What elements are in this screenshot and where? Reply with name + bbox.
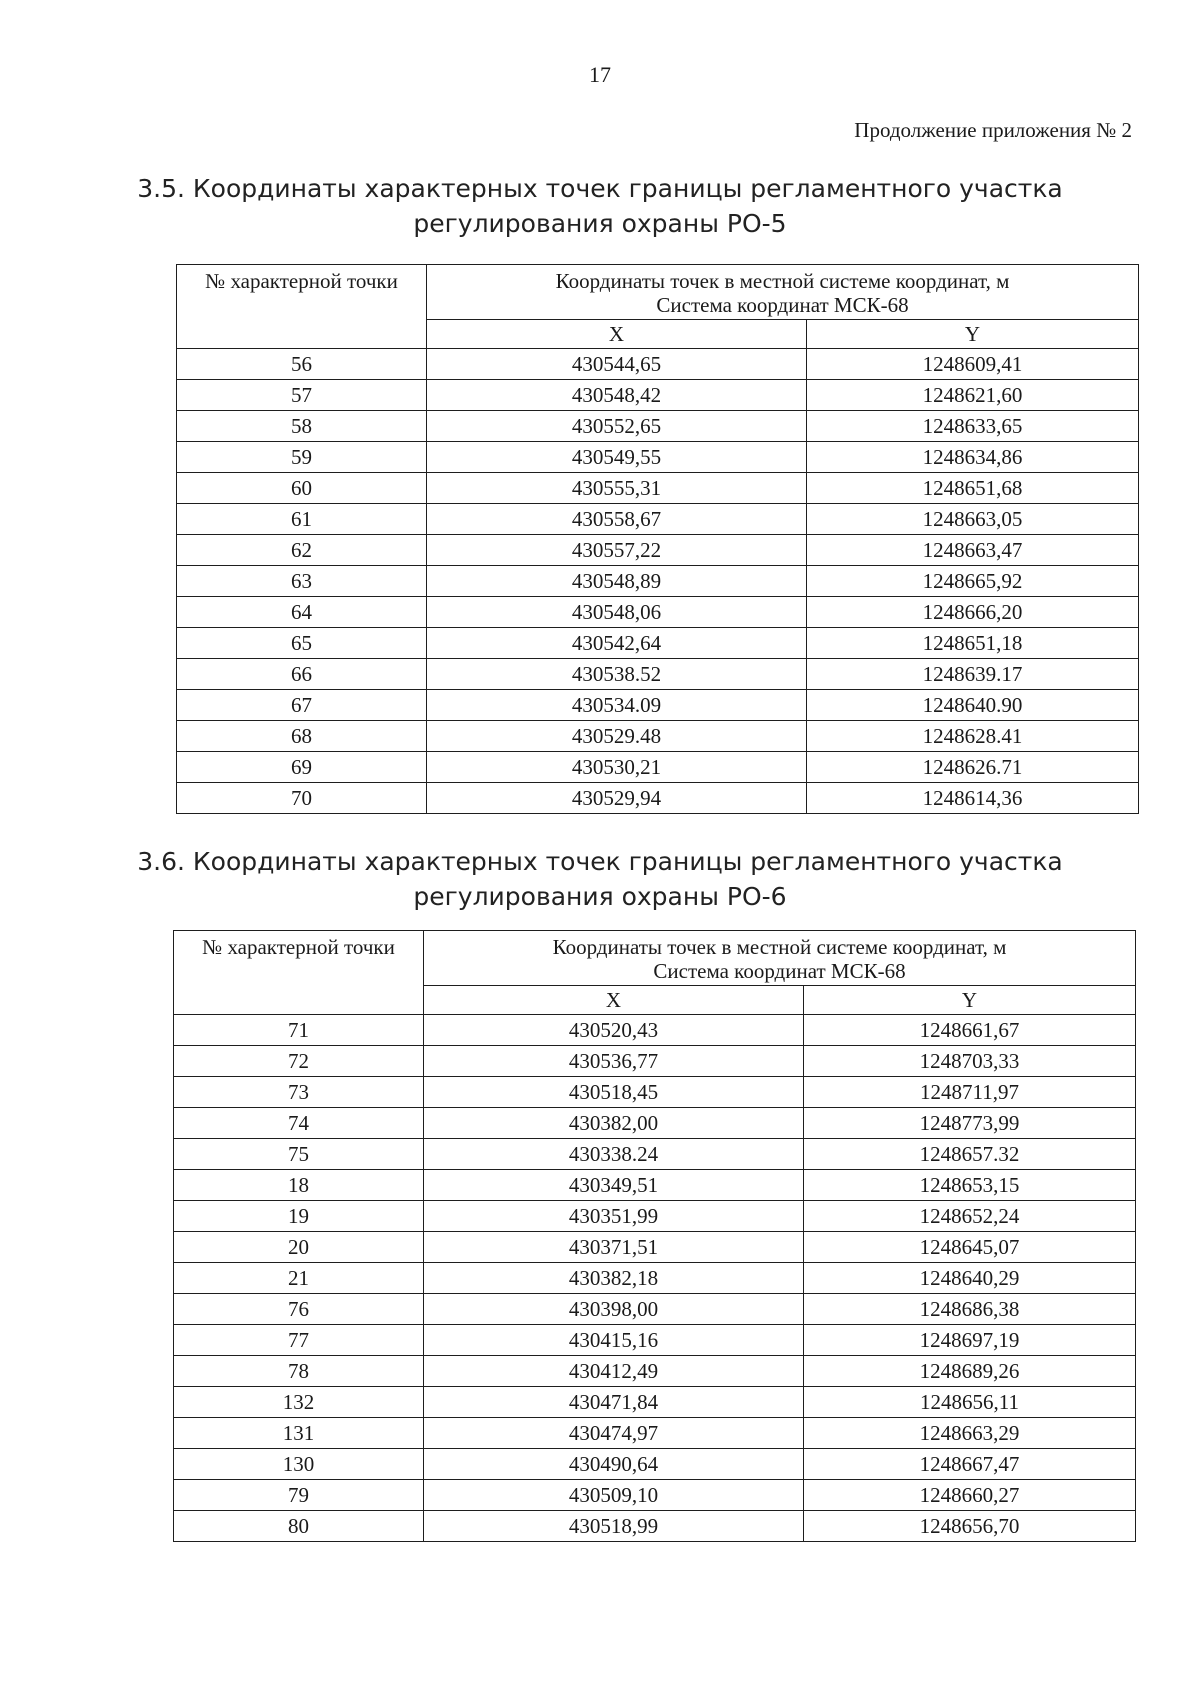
table-row — [177, 566, 1139, 597]
x-coordinate-cell: 430552,65 — [427, 411, 807, 442]
x-coordinate-cell: 430415,16 — [424, 1325, 804, 1356]
y-coordinate-cell: 1248661,67 — [804, 1015, 1136, 1046]
x-coordinate-cell: 430536,77 — [424, 1046, 804, 1077]
point-number-cell: 74 — [174, 1108, 424, 1139]
point-number-cell: 21 — [174, 1263, 424, 1294]
x-coordinate-cell: 430544,65 — [427, 349, 807, 380]
x-coordinate-cell: 430534.09 — [427, 690, 807, 721]
point-number-cell: 59 — [177, 442, 427, 473]
y-coordinate-cell: 1248614,36 — [807, 783, 1139, 814]
header-coordinates-line1: Координаты точек в местной системе координат, м — [552, 935, 1007, 959]
point-number-cell: 66 — [177, 659, 427, 690]
point-number-cell: 77 — [174, 1325, 424, 1356]
table-row — [177, 442, 1139, 473]
y-coordinate-cell: 1248651,68 — [807, 473, 1139, 504]
x-coordinate-cell: 430549,55 — [427, 442, 807, 473]
header-x: X — [424, 986, 804, 1015]
x-coordinate-cell: 430412,49 — [424, 1356, 804, 1387]
coordinates-table-ro6 — [173, 930, 1136, 1542]
table-row — [174, 1511, 1136, 1542]
coordinates-table-ro5 — [176, 264, 1139, 814]
x-coordinate-cell: 430557,22 — [427, 535, 807, 566]
x-coordinate-cell: 430382,00 — [424, 1108, 804, 1139]
section-title-line2: регулирования охраны РО-6 — [413, 882, 787, 911]
x-coordinate-cell: 430371,51 — [424, 1232, 804, 1263]
x-coordinate-cell: 430548,89 — [427, 566, 807, 597]
y-coordinate-cell: 1248686,38 — [804, 1294, 1136, 1325]
y-coordinate-cell: 1248660,27 — [804, 1480, 1136, 1511]
section-title-line1: 3.6. Координаты характерных точек границы регламентного участка — [137, 847, 1063, 876]
appendix-note: Продолжение приложения № 2 — [854, 118, 1132, 142]
y-coordinate-cell: 1248640,29 — [804, 1263, 1136, 1294]
y-coordinate-cell: 1248689,26 — [804, 1356, 1136, 1387]
x-coordinate-cell: 430518,99 — [424, 1511, 804, 1542]
header-point-number: № характерной точки — [174, 931, 424, 1015]
header-x: X — [427, 320, 807, 349]
header-coordinates-line2: Система координат МСК-68 — [653, 959, 906, 983]
y-coordinate-cell: 1248640.90 — [807, 690, 1139, 721]
x-coordinate-cell: 430530,21 — [427, 752, 807, 783]
table-row — [174, 1170, 1136, 1201]
table-row — [174, 1387, 1136, 1418]
point-number-cell: 64 — [177, 597, 427, 628]
table-row — [177, 752, 1139, 783]
table-row — [174, 1356, 1136, 1387]
x-coordinate-cell: 430548,06 — [427, 597, 807, 628]
point-number-cell: 76 — [174, 1294, 424, 1325]
section-title-line1: 3.5. Координаты характерных точек границы регламентного участка — [137, 174, 1063, 203]
y-coordinate-cell: 1248663,05 — [807, 504, 1139, 535]
table-row — [177, 690, 1139, 721]
point-number-cell: 71 — [174, 1015, 424, 1046]
point-number-cell: 63 — [177, 566, 427, 597]
table-row — [174, 1418, 1136, 1449]
table-row — [174, 1263, 1136, 1294]
table-row — [174, 1139, 1136, 1170]
table-row — [174, 1015, 1136, 1046]
y-coordinate-cell: 1248656,11 — [804, 1387, 1136, 1418]
header-coordinates-line2: Система координат МСК-68 — [656, 293, 909, 317]
point-number-cell: 78 — [174, 1356, 424, 1387]
table-row — [177, 349, 1139, 380]
y-coordinate-cell: 1248663,29 — [804, 1418, 1136, 1449]
x-coordinate-cell: 430529,94 — [427, 783, 807, 814]
point-number-cell: 80 — [174, 1511, 424, 1542]
x-coordinate-cell: 430509,10 — [424, 1480, 804, 1511]
x-coordinate-cell: 430338.24 — [424, 1139, 804, 1170]
y-coordinate-cell: 1248703,33 — [804, 1046, 1136, 1077]
table-row — [177, 380, 1139, 411]
table-row — [174, 1449, 1136, 1480]
y-coordinate-cell: 1248645,07 — [804, 1232, 1136, 1263]
section-title-ro6 — [0, 844, 1200, 914]
point-number-cell: 62 — [177, 535, 427, 566]
table-row — [177, 659, 1139, 690]
y-coordinate-cell: 1248639.17 — [807, 659, 1139, 690]
y-coordinate-cell: 1248653,15 — [804, 1170, 1136, 1201]
y-coordinate-cell: 1248651,18 — [807, 628, 1139, 659]
point-number-cell: 130 — [174, 1449, 424, 1480]
table-row — [177, 721, 1139, 752]
table-row — [177, 783, 1139, 814]
header-coordinates — [427, 265, 1139, 320]
point-number-cell: 20 — [174, 1232, 424, 1263]
header-coordinates-line1: Координаты точек в местной системе координат, м — [555, 269, 1010, 293]
header-y: Y — [804, 986, 1136, 1015]
y-coordinate-cell: 1248656,70 — [804, 1511, 1136, 1542]
y-coordinate-cell: 1248666,20 — [807, 597, 1139, 628]
point-number-cell: 69 — [177, 752, 427, 783]
x-coordinate-cell: 430538.52 — [427, 659, 807, 690]
y-coordinate-cell: 1248711,97 — [804, 1077, 1136, 1108]
table-row — [174, 1108, 1136, 1139]
point-number-cell: 70 — [177, 783, 427, 814]
point-number-cell: 132 — [174, 1387, 424, 1418]
table-row — [177, 535, 1139, 566]
table-row — [174, 1201, 1136, 1232]
header-coordinates — [424, 931, 1136, 986]
y-coordinate-cell: 1248667,47 — [804, 1449, 1136, 1480]
y-coordinate-cell: 1248663,47 — [807, 535, 1139, 566]
point-number-cell: 73 — [174, 1077, 424, 1108]
table-row — [177, 504, 1139, 535]
x-coordinate-cell: 430529.48 — [427, 721, 807, 752]
y-coordinate-cell: 1248652,24 — [804, 1201, 1136, 1232]
y-coordinate-cell: 1248665,92 — [807, 566, 1139, 597]
section-title-ro5 — [0, 171, 1200, 241]
table-row — [177, 628, 1139, 659]
y-coordinate-cell: 1248634,86 — [807, 442, 1139, 473]
table-row — [174, 1232, 1136, 1263]
point-number-cell: 79 — [174, 1480, 424, 1511]
x-coordinate-cell: 430349,51 — [424, 1170, 804, 1201]
point-number-cell: 19 — [174, 1201, 424, 1232]
y-coordinate-cell: 1248621,60 — [807, 380, 1139, 411]
table-row — [177, 473, 1139, 504]
table-row — [174, 1046, 1136, 1077]
table-row — [174, 1077, 1136, 1108]
point-number-cell: 56 — [177, 349, 427, 380]
y-coordinate-cell: 1248609,41 — [807, 349, 1139, 380]
point-number-cell: 60 — [177, 473, 427, 504]
x-coordinate-cell: 430398,00 — [424, 1294, 804, 1325]
x-coordinate-cell: 430548,42 — [427, 380, 807, 411]
point-number-cell: 57 — [177, 380, 427, 411]
point-number-cell: 67 — [177, 690, 427, 721]
table-row — [174, 1294, 1136, 1325]
y-coordinate-cell: 1248697,19 — [804, 1325, 1136, 1356]
x-coordinate-cell: 430520,43 — [424, 1015, 804, 1046]
x-coordinate-cell: 430474,97 — [424, 1418, 804, 1449]
table-row — [177, 597, 1139, 628]
x-coordinate-cell: 430542,64 — [427, 628, 807, 659]
x-coordinate-cell: 430518,45 — [424, 1077, 804, 1108]
point-number-cell: 131 — [174, 1418, 424, 1449]
y-coordinate-cell: 1248626.71 — [807, 752, 1139, 783]
point-number-cell: 75 — [174, 1139, 424, 1170]
x-coordinate-cell: 430471,84 — [424, 1387, 804, 1418]
y-coordinate-cell: 1248628.41 — [807, 721, 1139, 752]
y-coordinate-cell: 1248773,99 — [804, 1108, 1136, 1139]
point-number-cell: 65 — [177, 628, 427, 659]
point-number-cell: 72 — [174, 1046, 424, 1077]
x-coordinate-cell: 430382,18 — [424, 1263, 804, 1294]
point-number-cell: 68 — [177, 721, 427, 752]
table-row — [174, 1325, 1136, 1356]
y-coordinate-cell: 1248657.32 — [804, 1139, 1136, 1170]
header-y: Y — [807, 320, 1139, 349]
y-coordinate-cell: 1248633,65 — [807, 411, 1139, 442]
section-title-line2: регулирования охраны РО-5 — [413, 209, 787, 238]
point-number-cell: 61 — [177, 504, 427, 535]
table-row — [174, 1480, 1136, 1511]
x-coordinate-cell: 430558,67 — [427, 504, 807, 535]
x-coordinate-cell: 430351,99 — [424, 1201, 804, 1232]
point-number-cell: 58 — [177, 411, 427, 442]
point-number-cell: 18 — [174, 1170, 424, 1201]
header-point-number: № характерной точки — [177, 265, 427, 349]
x-coordinate-cell: 430490,64 — [424, 1449, 804, 1480]
page-number: 17 — [589, 62, 611, 87]
table-row — [177, 411, 1139, 442]
x-coordinate-cell: 430555,31 — [427, 473, 807, 504]
